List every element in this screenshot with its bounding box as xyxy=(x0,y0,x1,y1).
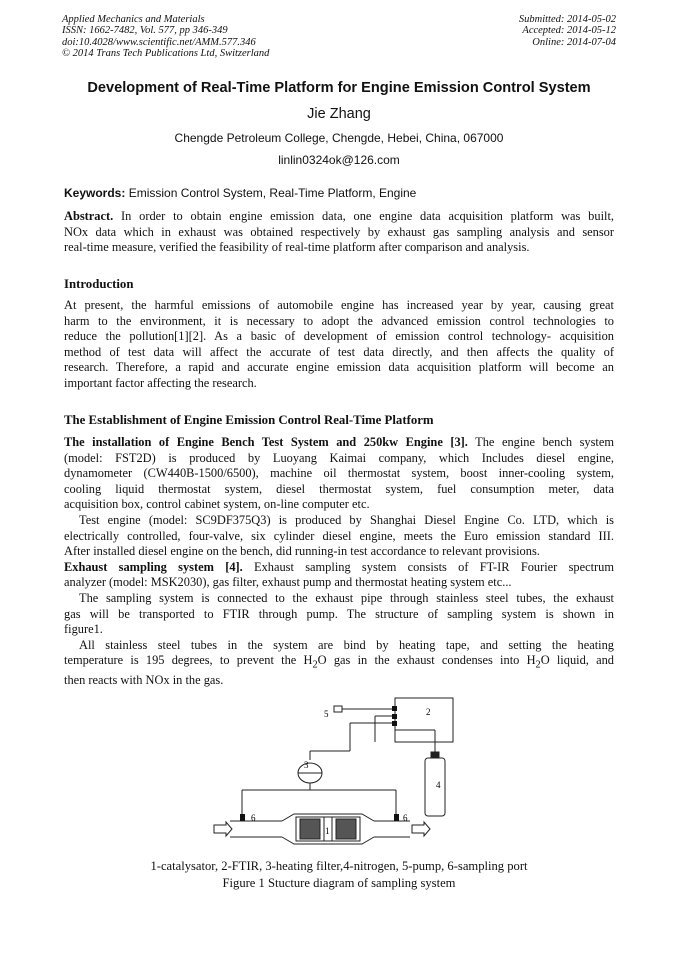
keywords xyxy=(64,186,416,200)
sampling-system-diagram xyxy=(200,696,460,846)
online-date: Online: 2014-07-04 xyxy=(532,36,616,48)
section-line: Test engine (model: SC9DF375Q3) is produced by Shanghai Diesel Engine Co. LTD, which is xyxy=(79,512,614,527)
ftir-box xyxy=(395,698,453,742)
label-nitrogen: 4 xyxy=(436,780,441,790)
section-line: electrically controlled, four-valve, six cylinder diesel engine, meets the Euro emission standard III. xyxy=(64,528,614,543)
journal-header-left xyxy=(62,14,269,60)
label-port-right: 6 xyxy=(403,813,408,823)
label-catalysator: 1 xyxy=(325,826,330,836)
intro-line: harm to the environment, it is necessary to adopt the advanced emission control technologies to xyxy=(64,313,614,328)
copyright: © 2014 Trans Tech Publications Ltd, Switzerland xyxy=(62,48,270,60)
outlet-arrow xyxy=(412,822,430,836)
section-line: All stainless steel tubes in the system are bind by heating tape, and setting the heating xyxy=(79,637,614,652)
section-line: dynamometer (CW440B-1500/6500), machine oil thermostat system, boost inner-cooling system, xyxy=(64,466,614,481)
introduction-heading: Introduction xyxy=(64,277,134,291)
introduction-paragraph xyxy=(64,298,614,392)
section-body xyxy=(64,435,614,689)
section-line: then reacts with NOx in the gas. xyxy=(64,673,224,688)
keywords-text: Emission Control System, Real-Time Platform, Engine xyxy=(128,186,417,200)
section-line: Exhaust sampling system [4]. Exhaust sampling system consists of FT-IR Fourier spectrum xyxy=(64,559,615,574)
abstract-label: Abstract. xyxy=(64,209,114,223)
inlet-arrow xyxy=(214,822,232,836)
section-line: figure1. xyxy=(64,622,103,637)
doi: doi:10.4028/www.scientific.net/AMM.577.346 xyxy=(62,36,256,48)
abstract-line: NOx data which in exhaust was obtained respectively by exhaust gas sampling analysis and sensor xyxy=(64,224,614,239)
p1-lead: The installation of Engine Bench Test System and 250kw Engine [3]. xyxy=(64,435,468,449)
intro-line: reduce the pollution[1][2]. As a basic of development of emission control technology- acquisition xyxy=(64,329,614,344)
intro-line: important factor affecting the research. xyxy=(64,375,257,390)
p3-lead: Exhaust sampling system [4]. xyxy=(64,559,243,574)
abstract xyxy=(64,209,614,256)
section-line: The installation of Engine Bench Test System and 250kw Engine [3]. The engine bench system xyxy=(64,435,615,449)
nitrogen-cylinder xyxy=(425,758,445,816)
intro-line: At present, the harmful emissions of automobile engine has increased year by year, causing great xyxy=(64,298,614,312)
label-pump: 5 xyxy=(324,709,329,719)
issn: ISSN: 1662-7482, Vol. 577, pp 346-349 xyxy=(62,25,228,37)
submitted-date: Submitted: 2014-05-02 xyxy=(518,14,616,25)
intro-line: method of test data will affect the accurate of test data directly, and then affects the quality of xyxy=(64,344,614,359)
accepted-date: Accepted: 2014-05-12 xyxy=(522,25,616,37)
label-port-left: 6 xyxy=(251,813,256,823)
paper-title: Development of Real-Time Platform for Engine Emission Control System xyxy=(87,80,591,96)
intro-line: research. Therefore, a rapid and accurate engine emission data acquisition platform will become an xyxy=(64,360,614,375)
author-email: linlin0324ok@126.com xyxy=(278,153,400,167)
section-line: cooling liquid thermostat system, diesel thermostat system, fuel consumption meter, data xyxy=(64,481,614,496)
label-filter: 3 xyxy=(304,760,309,770)
author-name: Jie Zhang xyxy=(307,106,371,122)
section-heading: The Establishment of Engine Emission Control Real-Time Platform xyxy=(64,413,434,427)
section-line: acquisition box, control cabinet system, on-line computer etc. xyxy=(64,497,370,512)
section-line: analyzer (model: MSK2030), gas filter, exhaust pump and thermostat heating system etc... xyxy=(64,575,512,590)
journal-header-right xyxy=(519,14,616,48)
figure-caption: Figure 1 Stucture diagram of sampling system xyxy=(222,876,456,890)
pump-box xyxy=(334,706,342,712)
section-line: gas will be transported to FTIR through pump. The structure of sampling system is shown in xyxy=(64,606,614,621)
label-ftir: 2 xyxy=(426,707,431,717)
figure-legend: 1-catalysator, 2-FTIR, 3-heating filter,4-nitrogen, 5-pump, 6-sampling port xyxy=(150,859,528,873)
journal-name: Applied Mechanics and Materials xyxy=(62,14,205,25)
section-line: After installed diesel engine on the bench, did running-in test accordance to relevant provisions. xyxy=(64,544,540,559)
abstract-line: real-time measure, verified the feasibility of real-time platform after comparison and analysis. xyxy=(64,240,530,255)
author-affiliation: Chengde Petroleum College, Chengde, Hebei, China, 067000 xyxy=(174,131,504,145)
section-line: The sampling system is connected to the exhaust pipe through stainless steel tubes, the exhaust xyxy=(79,590,614,605)
section-line: (model: FST2D) is produced by Luoyang Kaimai company, which Includes diesel engine, xyxy=(64,450,614,465)
abstract-line: Abstract. In order to obtain engine emission data, one engine data acquisition platform was built, xyxy=(64,209,614,223)
keywords-label: Keywords: xyxy=(64,186,126,200)
section-line: temperature is 195 degrees, to prevent the $H_2O$ gas in the exhaust condenses into $H_2O$ liquid, and xyxy=(64,653,615,671)
